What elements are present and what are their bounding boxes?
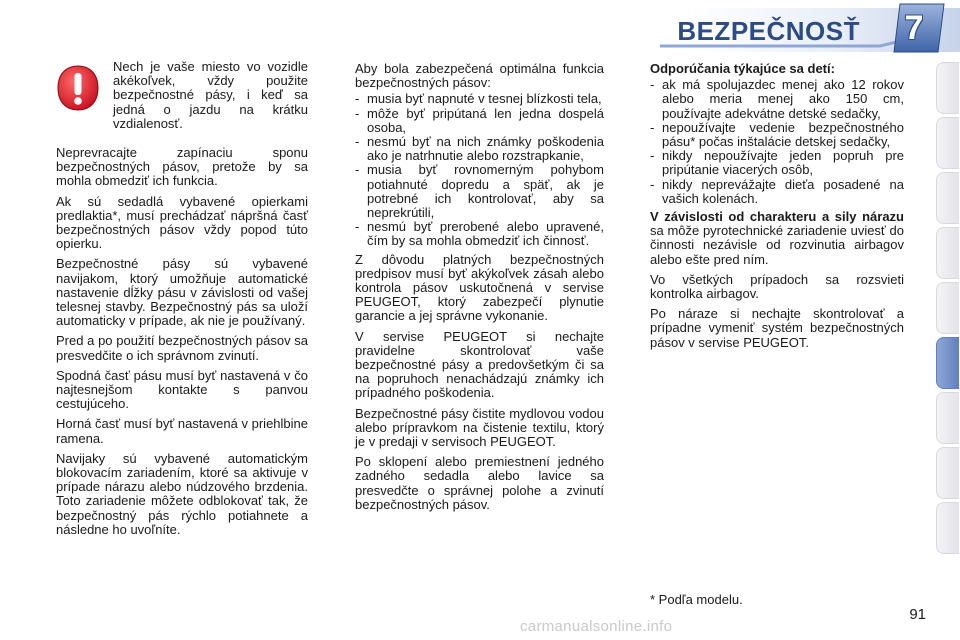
header-band (0, 0, 960, 56)
paragraph: Ak sú sedadlá vybavené opierkami predlaktia*, musí prechádzať nápršná časť bezpečnostných pásov vždy popod túto opierku. (56, 193, 308, 252)
chapter-tabs (936, 62, 960, 557)
list-item: - nikdy nepoužívajte jeden popruh pre pripútanie viacerých osôb, (650, 149, 904, 177)
paragraph: Spodná časť pásu musí byť nastavená v čo najtesnejšom kontakte s panvou cestujúceho. (56, 367, 308, 412)
airbag-emphasis: V závislosti od charakteru a sily nárazu (650, 209, 904, 225)
chapter-tab[interactable] (936, 227, 959, 279)
chapter-tab[interactable] (936, 282, 959, 334)
belt-requirements-list (355, 92, 604, 248)
warning-icon (56, 64, 100, 112)
paragraph: Vo všetkých prípadoch sa rozsvieti kontrolka airbagov. (650, 271, 904, 302)
list-item: - musia byť rovnomerným pohybom potiahnuté dopredu a späť, ak je potrebné ich kontrolovať, aby sa neprekrútili, (355, 163, 604, 220)
chapter-number: 7 (904, 9, 924, 47)
chapter-tab-active[interactable] (936, 337, 959, 389)
paragraph: Po sklopení alebo premiestnení jedného zadného sedadla alebo lavice sa presvedčte o správnej polohe a zvinutí bezpečnostných pásov. (355, 454, 604, 512)
list-item: - nesmú byť prerobené alebo upravené, čím by sa mohla obmedziť ich činnosť. (355, 220, 604, 248)
page-number: 91 (909, 606, 926, 623)
chapter-tab[interactable] (936, 392, 959, 444)
list-item: - nesmú byť na nich známky poškodenia ako je natrhnutie alebo rozstrapkanie, (355, 135, 604, 163)
intro-paragraph: Aby bola zabezpečená optimálna funkcia bezpečnostných pásov: (355, 61, 604, 91)
list-item: - nepoužívajte vedenie bezpečnostného pásu* počas inštalácie detskej sedačky, (650, 121, 904, 149)
warning-text: Nech je vaše miesto vo vozidle akékoľvek, vždy použite bezpečnostné pásy, i keď sa jedná o jazdu na krátku vzdialenosť. (113, 59, 308, 131)
paragraph: Bezpečnostné pásy sú vybavené navijakom, ktorý umožňuje automatické nastavenie dĺžky pásu v závislosti od vašej telesnej stavby. Bezpečnostný pás sa uloží automaticky v prípade, ak nie je používaný. (56, 256, 308, 329)
list-item: - ak má spolujazdec menej ako 12 rokov alebo meria menej ako 150 cm, používajte adekvátne detské sedačky, (650, 78, 904, 121)
list-item: - nikdy neprevážajte dieťa posadené na vašich kolenách. (650, 178, 904, 206)
airbag-text: sa môže pyrotechnické zariadenie uviesť do činnosti nezávisle od rozvinutia airbagov alebo ešte pred ním. (650, 223, 904, 267)
child-recommendations-list (650, 78, 904, 206)
airbag-paragraph (650, 210, 904, 267)
column-3 (650, 62, 904, 356)
column-2 (355, 62, 604, 518)
list-item: - musia byť napnuté v tesnej blízkosti tela, (355, 92, 604, 106)
chapter-title: BEZPEČNOSŤ (677, 16, 860, 46)
chapter-tab[interactable] (936, 447, 959, 499)
watermark: carmanualsonline.info (520, 618, 673, 635)
paragraph: Bezpečnostné pásy čistite mydlovou vodou alebo prípravkom na čistenie textilu, ktorý je v predaji v servisoch PEUGEOT. (355, 405, 604, 450)
paragraph: Z dôvodu platných bezpečnostných predpisov musí byť akýkoľvek zásah alebo kontrola pásov uskutočnená v servise PEUGEOT, ktorý zabezpečí plynutie garancie a jej správne vykonanie. (355, 251, 604, 324)
column-1 (56, 146, 308, 543)
chapter-tab[interactable] (936, 502, 959, 554)
section-heading: Odporúčania týkajúce sa detí: (650, 61, 835, 76)
list-item: - môže byť pripútaná len jedna dospelá osoba, (355, 107, 604, 135)
paragraph: Po náraze si nechajte skontrolovať a prípadne vymeniť systém bezpečnostných pásov v servise PEUGEOT. (650, 306, 904, 350)
paragraph: Neprevracajte zapínaciu sponu bezpečnostných pásov, pretože by sa mohla obmedziť ich funkcia. (56, 145, 308, 189)
footnote: * Podľa modelu. (650, 592, 743, 607)
paragraph: Navijaky sú vybavené automatickým blokovacím zariadením, ktoré sa aktivuje v prípade nárazu alebo núdzového brzdenia. Toto zariadenie môžete odblokovať tak, že bezpečnostný pás rýchlo potiahnete a následne ho uvoľníte. (56, 450, 308, 537)
chapter-tab[interactable] (936, 62, 959, 114)
paragraph: Horná časť musí byť nastavená v priehlbine ramena. (56, 416, 308, 446)
paragraph: Pred a po použití bezpečnostných pásov sa presvedčite o ich správnom zvinutí. (56, 333, 308, 363)
chapter-tab[interactable] (936, 172, 959, 224)
paragraph: V servise PEUGEOT si nechajte pravidelne skontrolovať vaše bezpečnostné pásy a predovšetkým či sa na popruhoch nenachádzajú známky ich prípadného poškodenia. (355, 328, 604, 401)
chapter-tab[interactable] (936, 117, 959, 169)
warning-box (56, 60, 308, 140)
